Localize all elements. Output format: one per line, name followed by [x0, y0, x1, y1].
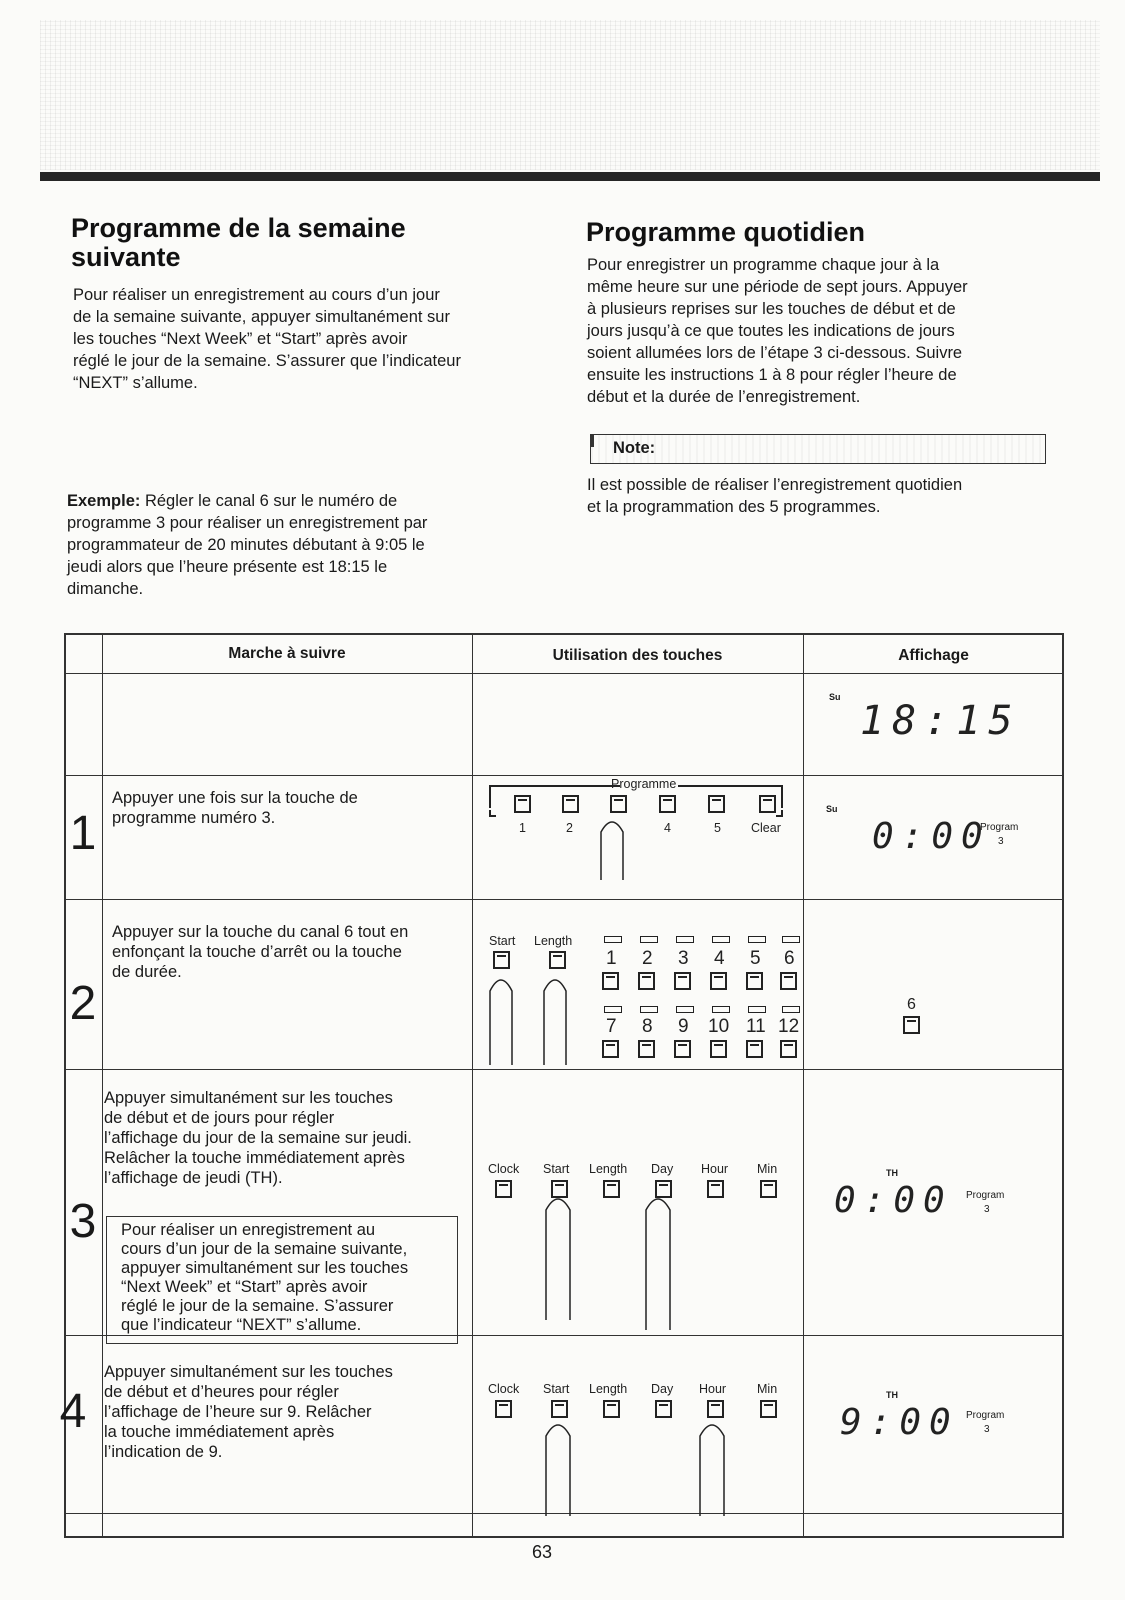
row-divider: [66, 673, 1062, 674]
example-line: programmateur de 20 minutes débutant à 9:05 le: [67, 536, 425, 554]
indicator-led: [782, 1006, 800, 1013]
program-tag-num: 3: [984, 1424, 990, 1435]
step-line: de début et de jours pour régler: [104, 1109, 335, 1127]
day-indicator: Su: [829, 692, 841, 702]
clock-display: 18:15: [860, 698, 1021, 744]
program-tag: Program: [980, 822, 1019, 833]
note-box: [590, 434, 1046, 464]
key-label: Min: [757, 1382, 778, 1396]
channel-key-10: [710, 1040, 727, 1058]
step-line: de durée.: [112, 963, 182, 981]
note-line: et la programmation des 5 programmes.: [587, 498, 881, 516]
key-label: Start: [543, 1382, 570, 1396]
right-body-line: début et la durée de l’enregistrement.: [587, 388, 861, 406]
example-text: [67, 490, 427, 600]
inset-line: “Next Week” et “Start” après avoir: [121, 1278, 368, 1296]
programme-key-clear: [759, 795, 776, 813]
clock-display: 9:00: [840, 1402, 959, 1443]
left-body-line: de la semaine suivante, appuyer simultanément sur: [73, 308, 450, 326]
channel-display: 6: [907, 996, 916, 1013]
key-label: Length: [589, 1162, 628, 1176]
header-scan-texture: [40, 20, 1100, 170]
channel-key-8: [638, 1040, 655, 1058]
indicator-led: [748, 1006, 766, 1013]
note-label: Note:: [613, 439, 656, 457]
programme-key-label: Clear: [751, 821, 781, 835]
step-text: [112, 788, 462, 828]
step-line: Appuyer sur la touche du canal 6 tout en: [112, 923, 409, 941]
step-number: 3: [69, 1195, 97, 1248]
key-label: Hour: [699, 1382, 727, 1396]
program-tag: Program: [966, 1190, 1005, 1201]
channel-key-4: [710, 972, 727, 990]
programme-key-3: [610, 795, 627, 813]
right-body: [587, 254, 968, 408]
channel-label: 5: [750, 948, 761, 969]
clock-key: [495, 1400, 512, 1418]
key-label: Day: [651, 1382, 674, 1396]
step-line: programme numéro 3.: [112, 809, 276, 827]
hour-key: [707, 1180, 724, 1198]
indicator-led: [712, 936, 730, 943]
next-week-inset: [106, 1216, 458, 1344]
day-indicator: Su: [826, 804, 838, 814]
step-line: de début et d’heures pour régler: [104, 1383, 339, 1401]
finger-illustration: [540, 1406, 750, 1516]
length-label: Length: [534, 934, 573, 948]
channel-key-7: [602, 1040, 619, 1058]
indicator-led: [604, 1006, 622, 1013]
step-text: [104, 1362, 454, 1462]
right-body-line: jours jusqu’à ce que toutes les indications de jours: [587, 322, 955, 340]
channel-key-5: [746, 972, 763, 990]
title-programme-quotidien: Programme quotidien: [586, 217, 866, 247]
right-body-line: ensuite les instructions 1 à 8 pour régler l’heure de: [587, 366, 957, 384]
right-body-line: même heure sur une période de sept jours. Appuyer: [587, 278, 968, 296]
programme-key-4: [659, 795, 676, 813]
step-line: la touche immédiatement après: [104, 1423, 335, 1441]
indicator-led: [676, 936, 694, 943]
programme-key-5: [708, 795, 725, 813]
programme-key-label: 2: [566, 821, 573, 835]
header-marche: Marche à suivre: [228, 645, 346, 662]
program-tag-num: 3: [984, 1204, 990, 1215]
left-body-line: Pour réaliser un enregistrement au cours d’un jour: [73, 286, 440, 304]
channel-label: 9: [678, 1016, 689, 1037]
title-line2: suivante: [71, 242, 181, 272]
finger-illustration: [540, 1180, 690, 1320]
key-label: Start: [543, 1162, 570, 1176]
channel-label: 12: [778, 1016, 800, 1037]
indicator-led: [640, 1006, 658, 1013]
key-label: Day: [651, 1162, 674, 1176]
programme-key-2: [562, 795, 579, 813]
channel-key-3: [674, 972, 691, 990]
programme-key-label: 1: [519, 821, 526, 835]
channel-key-2: [638, 972, 655, 990]
finger-illustration: [486, 955, 576, 1065]
inset-line: réglé le jour de la semaine. S’assurer: [121, 1297, 394, 1315]
channel-label: 10: [708, 1016, 730, 1037]
right-body-line: à plusieurs reprises sur les touches de début et de: [587, 300, 956, 318]
channel-key-1: [602, 972, 619, 990]
channel-key-11: [746, 1040, 763, 1058]
channel-label: 7: [606, 1016, 617, 1037]
indicator-led: [640, 936, 658, 943]
clock-key: [495, 1180, 512, 1198]
channel-label: 3: [678, 948, 689, 969]
left-body-line: réglé le jour de la semaine. S’assurer que l’indicateur: [73, 352, 461, 370]
channel-label: 11: [746, 1016, 766, 1037]
key-label: Length: [589, 1382, 628, 1396]
col-divider: [472, 635, 473, 1536]
title-semaine-suivante: [71, 214, 406, 272]
program-tag: Program: [966, 1410, 1005, 1421]
step-line: l’affichage du jour de la semaine sur jeudi.: [104, 1129, 412, 1147]
example-line: dimanche.: [67, 580, 144, 598]
key-label: Min: [757, 1162, 778, 1176]
example-line: jeudi alors que l’heure présente est 18:15 le: [67, 558, 388, 576]
clock-display: 0:00: [834, 1180, 953, 1221]
channel-label: 8: [642, 1016, 653, 1037]
col-divider: [803, 635, 804, 1536]
step-line: l’affichage de jeudi (TH).: [104, 1169, 283, 1187]
step-line: l’indication de 9.: [104, 1443, 223, 1461]
inset-line: cours d’un jour de la semaine suivante,: [121, 1240, 408, 1258]
example-label: Exemple:: [67, 492, 141, 510]
right-body-line: Pour enregistrer un programme chaque jour à la: [587, 256, 940, 274]
indicator-led: [712, 1006, 730, 1013]
step-number: 1: [69, 807, 97, 860]
channel-key-6: [780, 972, 797, 990]
program-tag-num: 3: [998, 836, 1004, 847]
programme-key-1: [514, 795, 531, 813]
channel-label: 2: [642, 948, 653, 969]
indicator-led: [782, 936, 800, 943]
start-label: Start: [489, 934, 516, 948]
step-text: [112, 922, 462, 982]
programme-label: Programme: [611, 777, 677, 791]
clock-display: 0:00: [872, 816, 991, 857]
step-line: Appuyer simultanément sur les touches: [104, 1363, 393, 1381]
channel-label: 4: [714, 948, 725, 969]
example-line: Régler le canal 6 sur le numéro de: [140, 492, 398, 510]
indicator-led: [604, 936, 622, 943]
channel-key-9: [674, 1040, 691, 1058]
right-body-line: soient allumées lors de l’étape 3 ci-dessous. Suivre: [587, 344, 963, 362]
min-key: [760, 1180, 777, 1198]
left-body: [73, 284, 461, 394]
header-affichage: Affichage: [898, 647, 969, 664]
indicator-led: [676, 1006, 694, 1013]
channel-display-key: [903, 1016, 920, 1034]
step-line: enfonçant la touche d’arrêt ou la touche: [112, 943, 402, 961]
indicator-led: [748, 936, 766, 943]
day-indicator: TH: [886, 1390, 898, 1400]
step-text: [104, 1088, 454, 1188]
channel-label: 1: [606, 948, 617, 969]
channel-label: 6: [784, 948, 795, 969]
key-label: Clock: [488, 1382, 520, 1396]
left-body-line: les touches “Next Week” et “Start” après avoir: [73, 330, 408, 348]
col-divider: [102, 635, 103, 1536]
step-number: 2: [69, 977, 97, 1030]
key-label: Hour: [701, 1162, 729, 1176]
title-line1: Programme de la semaine: [71, 213, 406, 243]
channel-key-12: [780, 1040, 797, 1058]
page-number: 63: [532, 1542, 553, 1562]
note-text: [587, 474, 962, 518]
min-key: [760, 1400, 777, 1418]
row-divider: [66, 899, 1062, 900]
step-line: l’affichage de l’heure sur 9. Relâcher: [104, 1403, 372, 1421]
step-line: Appuyer simultanément sur les touches: [104, 1089, 393, 1107]
step-number: 4: [59, 1385, 87, 1438]
day-indicator: TH: [886, 1168, 898, 1178]
note-line: Il est possible de réaliser l’enregistrement quotidien: [587, 476, 963, 494]
inset-line: appuyer simultanément sur les touches: [121, 1259, 409, 1277]
inset-line: que l’indicateur “NEXT” s’allume.: [121, 1316, 362, 1334]
example-line: programme 3 pour réaliser un enregistrement par: [67, 514, 428, 532]
row-divider: [66, 1069, 1062, 1070]
header-rule: [40, 172, 1100, 181]
left-body-line: “NEXT” s’allume.: [73, 374, 198, 392]
inset-line: Pour réaliser un enregistrement au: [121, 1221, 376, 1239]
programme-key-label: 4: [664, 821, 671, 835]
programme-key-label: 5: [714, 821, 721, 835]
step-line: Appuyer une fois sur la touche de: [112, 789, 358, 807]
note-tick: [591, 435, 594, 447]
header-touches: Utilisation des touches: [552, 647, 723, 664]
key-label: Clock: [488, 1162, 520, 1176]
step-line: Relâcher la touche immédiatement après: [104, 1149, 405, 1167]
